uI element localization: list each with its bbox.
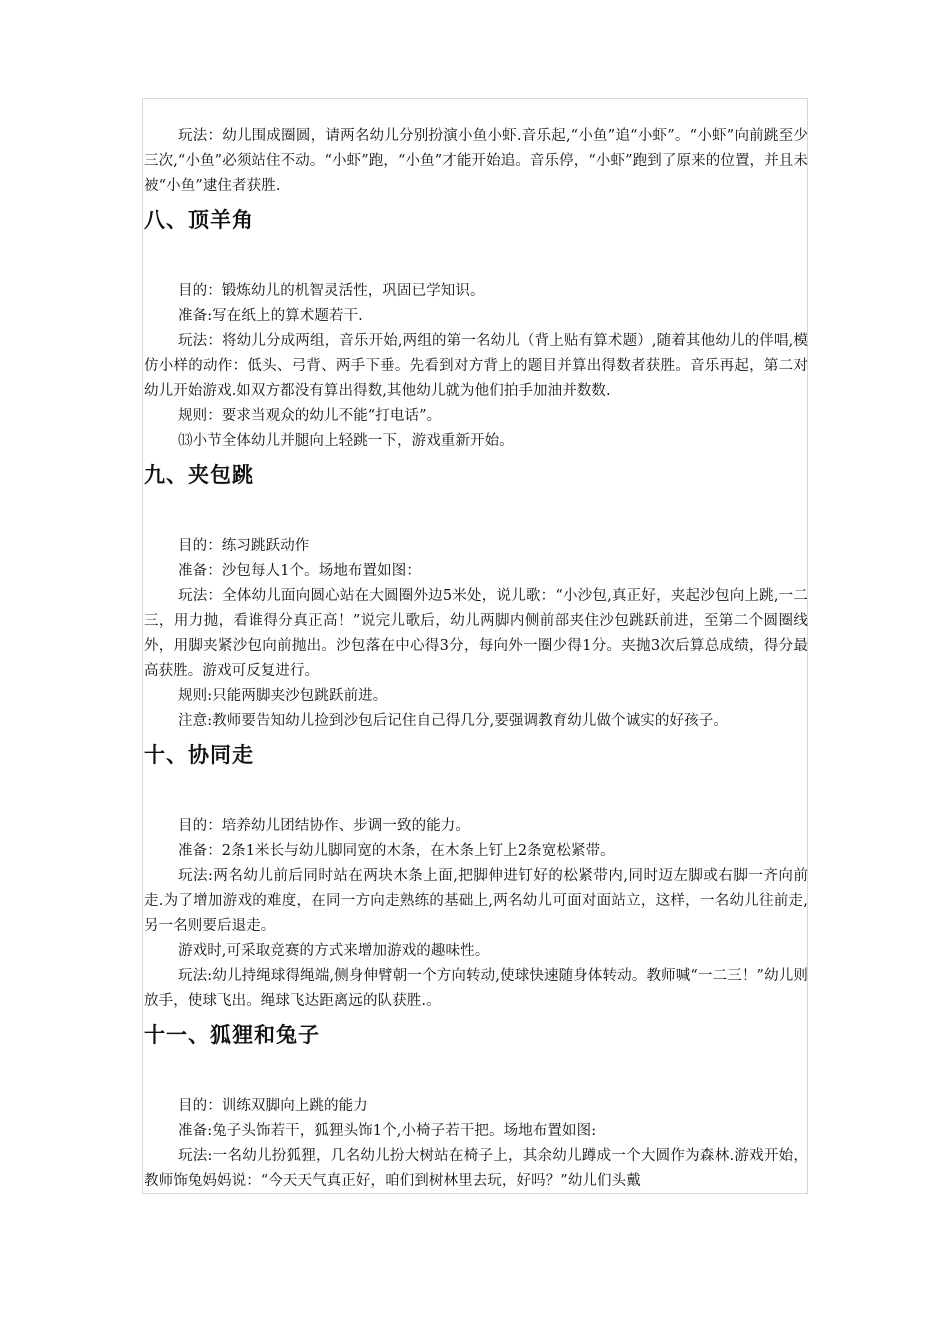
paragraph: 玩法：全体幼儿面向圆心站在大圆圈外边5米处，说儿歌：“小沙包,真正好，夹起沙包向上跳,一二三，用力抛，看谁得分真正高！”说完儿歌后，幼儿两脚内侧前部夹住沙包跳跃前进，至第二个圆圈线外，用脚夹紧沙包向前抛出。沙包落在中心得3分，每向外一圈少得1分。夹抛3次后算总成绩，得分最高获胜。游戏可反复进行。 [144, 588, 808, 679]
paragraph: 目的：练习跳跃动作 [178, 538, 310, 554]
paragraph: 目的：锻炼幼儿的机智灵活性，巩固已学知识。 [178, 283, 485, 299]
paragraph: 游戏时,可采取竞赛的方式来增加游戏的趣味性。 [178, 943, 490, 959]
section-heading: 九、夹包跳 [144, 463, 254, 487]
paragraph: 规则:只能两脚夹沙包跳跃前进。 [178, 688, 388, 704]
paragraph: 规则：要求当观众的幼儿不能“打电话”。 [178, 408, 442, 424]
paragraph: 注意:教师要告知幼儿捡到沙包后记住自己得几分,要强调教育幼儿做个诚实的好孩子。 [178, 713, 728, 729]
paragraph: 目的：培养幼儿团结协作、步调一致的能力。 [178, 818, 470, 834]
paragraph: 玩法:幼儿持绳球得绳端,侧身伸臂朝一个方向转动,使球快速随身体转动。教师喊“一二三！”幼儿则放手，使球飞出。绳球飞达距离远的队获胜.。 [144, 968, 808, 1009]
paragraph: 玩法：幼儿围成圈圆，请两名幼儿分别扮演小鱼小虾.音乐起,“小鱼”追“小虾”。“小虾”向前跳至少三次,“小鱼”必须站住不动。“小虾”跑，“小鱼”才能开始追。音乐停，“小虾”跑到了原来的位置，并且未被“小鱼”逮住者获胜. [144, 128, 808, 194]
paragraph: 准备:写在纸上的算术题若干. [178, 308, 363, 324]
section-heading: 十一、狐狸和兔子 [144, 1023, 320, 1047]
paragraph: 玩法:一名幼儿扮狐狸，几名幼儿扮大树站在椅子上，其余幼儿蹲成一个大圆作为森林.游戏开始，教师饰兔妈妈说：“今天天气真正好，咱们到树林里去玩，好吗？”幼儿们头戴 [144, 1148, 808, 1189]
intro-block [144, 124, 808, 199]
paragraph: 玩法:两名幼儿前后同时站在两块木条上面,把脚伸进钉好的松紧带内,同时迈左脚或右脚一齐向前走.为了增加游戏的难度，在同一方向走熟练的基础上,两名幼儿可面对面站立，这样，一名幼儿往前走,另一名则要后退走。 [144, 868, 808, 934]
section-hu-li-he-tu-zi [144, 1020, 808, 1194]
paragraph: 准备:兔子头饰若干，狐狸头饰1个,小椅子若干把。场地布置如图: [178, 1123, 597, 1139]
paragraph: 准备：沙包每人1个。场地布置如图： [178, 563, 421, 579]
section-jia-bao-tiao [144, 460, 808, 734]
paragraph: 准备：2条1米长与幼儿脚同宽的木条，在木条上钉上2条宽松紧带。 [178, 843, 615, 859]
section-xie-tong-zou [144, 740, 808, 1014]
section-heading: 八、顶羊角 [144, 208, 254, 232]
paragraph: ⒀小节全体幼儿并腿向上轻跳一下，游戏重新开始。 [178, 433, 514, 449]
document-body [144, 124, 808, 1194]
paragraph: 目的：训练双脚向上跳的能力 [178, 1098, 368, 1114]
paragraph: 玩法：将幼儿分成两组，音乐开始,两组的第一名幼儿（背上贴有算术题）,随着其他幼儿的伴唱,模仿小样的动作：低头、弓背、两手下垂。先看到对方背上的题目并算出得数者获胜。音乐再起，第二对幼儿开始游戏.如双方都没有算出得数,其他幼儿就为他们拍手加油并数数. [144, 333, 808, 399]
section-ding-yang-jiao [144, 205, 808, 454]
section-heading: 十、协同走 [144, 743, 254, 767]
